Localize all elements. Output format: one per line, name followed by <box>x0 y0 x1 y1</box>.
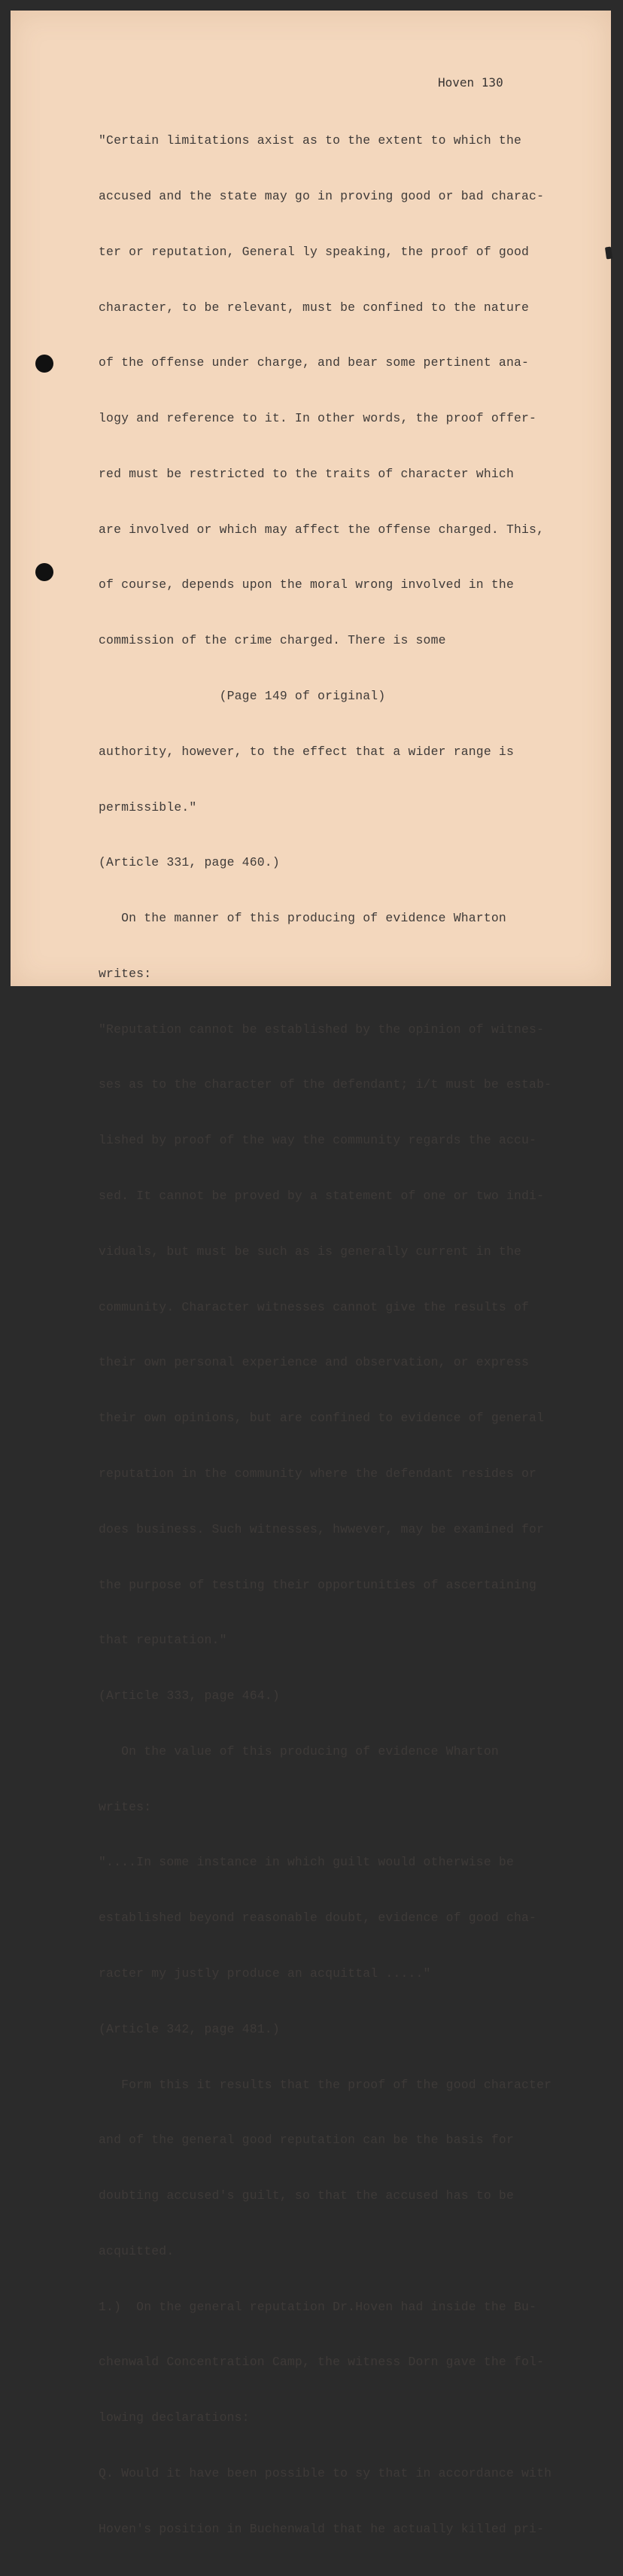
text-line: their own opinions, but are confined to evidence of general <box>99 1411 545 1426</box>
text-line: ses as to the character of the defendant; i/t must be estab- <box>99 1077 552 1092</box>
text-line: "Reputation cannot be established by the opinion of witnes- <box>99 1022 545 1037</box>
text-line: 1.) On the general reputation Dr.Hoven had inside the Bu- <box>99 2299 537 2314</box>
punch-hole-top <box>35 355 53 373</box>
text-line: "....In some instance in which guilt would otherwise be <box>99 1855 514 1870</box>
punch-hole-bottom <box>35 563 53 581</box>
document-page <box>11 11 611 2536</box>
text-line: does business. Such witnesses, hwwever, may be examined for <box>99 1521 545 1536</box>
text-line: Q. Would it have been possible to sy that in accordance with <box>99 2466 552 2480</box>
text-line: of course, depends upon the moral wrong involved in the <box>99 577 514 592</box>
text-line: writes: <box>99 1799 152 1814</box>
text-line: ter or reputation, General ly speaking, the proof of good <box>99 244 530 259</box>
text-line: writes: <box>99 966 152 981</box>
text-line: chenwald Concentration Camp, the witness Dorn gave the fol- <box>99 2355 545 2370</box>
text-line: authority, however, to the effect that a wider range is <box>99 744 514 759</box>
text-line: sed. It cannot be proved by a statement of one or two indi- <box>99 1189 545 1204</box>
text-line: of the offense under charge, and bear some pertinent ana- <box>99 355 530 370</box>
text-line: commission of the crime charged. There is some <box>99 633 446 648</box>
text-line: doubting accused's guilt, so that the accused has to be <box>99 2188 514 2203</box>
ink-mark <box>605 247 612 260</box>
text-line: Hoven's position in Buchenwald that he actually killed pri- <box>99 2521 545 2536</box>
citation: (Article 342, page 481.) <box>99 2021 280 2036</box>
text-line: established beyond reasonable doubt, evidence of good cha- <box>99 1911 537 1926</box>
page-reference: Hoven 130 <box>438 75 503 90</box>
citation: (Article 333, page 464.) <box>99 1688 280 1704</box>
text-line: that reputation." <box>99 1633 227 1648</box>
document-body <box>99 95 580 2576</box>
text-line: On the manner of this producing of evidence Wharton <box>99 911 506 926</box>
text-line: lowing declarations: <box>99 2410 250 2425</box>
text-line: On the value of this producing of evidence Wharton <box>99 1743 499 1758</box>
text-line: racter my justly produce an acquittal ....." <box>99 1965 431 1981</box>
text-line: their own personal experience and observation, or express <box>99 1355 530 1370</box>
text-line: viduals, but must be such as is generally current in the <box>99 1244 522 1259</box>
text-line: acquitted. <box>99 2243 175 2258</box>
text-line: reputation in the community where the defendant resides or <box>99 1466 537 1481</box>
text-line: community. Character witnesses cannot give the results of <box>99 1299 530 1314</box>
text-line: logy and reference to it. In other words, the proof offer- <box>99 411 537 426</box>
citation: (Article 331, page 460.) <box>99 855 280 870</box>
text-line: lished by proof of the way the community regards the accu- <box>99 1133 537 1148</box>
text-line: and of the general good reputation can be the basis for <box>99 2133 514 2148</box>
text-line: character, to be relevant, must be confined to the nature <box>99 300 530 315</box>
text-line: Form this it results that the proof of the good character <box>99 2077 552 2092</box>
text-line: accused and the state may go in proving good or bad charac- <box>99 188 545 203</box>
text-line: "Certain limitations axist as to the extent to which the <box>99 133 522 148</box>
text-line: red must be restricted to the traits of character which <box>99 466 514 481</box>
text-line: the purpose of testing their opportunities of ascertaining <box>99 1577 537 1592</box>
text-line: permissible." <box>99 799 197 815</box>
text-line: are involved or which may affect the offense charged. This, <box>99 522 545 537</box>
page-note: (Page 149 of original) <box>99 689 386 703</box>
